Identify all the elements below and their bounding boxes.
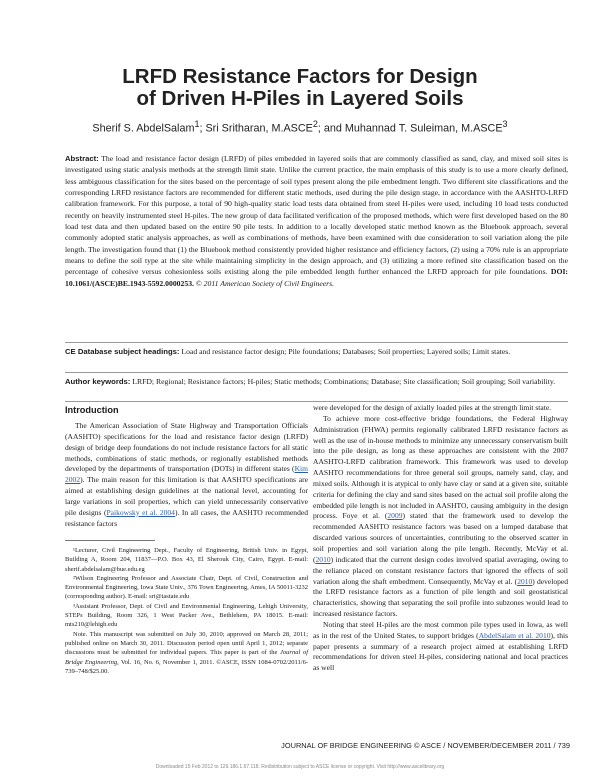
author-1: Sherif S. AbdelSalam xyxy=(92,122,195,135)
download-notice: Downloaded 15 Feb 2012 to 129.186.1.67.118. Redistribution subject to ASCE license or copyright. Visit http://www.ascelibrary.org xyxy=(155,764,445,770)
citation-link[interactable]: 2010 xyxy=(315,554,331,564)
title-line-1: LRFD Resistance Factors for Design xyxy=(122,65,478,88)
text-run: ) developed the LRFD resistance factors as a function of pile length and soil geostatistical characteristics, showing that separating the soil profile into subzones would lead to increased resistance factors. xyxy=(313,576,568,619)
journal-footer: JOURNAL OF BRIDGE ENGINEERING © ASCE / NOVEMBER/DECEMBER 2011 / 739 xyxy=(281,741,570,750)
author-1-affil: 1 xyxy=(194,119,200,129)
author-2: ; Sri Sritharan, M.ASCE xyxy=(199,122,313,135)
footnote-1: ¹Lecturer, Civil Engineering Dept., Faculty of Engineering, British Univ. in Egypt, Building A, Room 204, 11837—P.O. Box 43, El Sherouk City, Cairo, Egypt. E-mail: sherif.abdelsalam@bue.edu.eg xyxy=(65,547,308,573)
text-run: Note. This manuscript was submitted on July 30, 2010; approved on March 28, 2011; published online on March 30, 2011. Discussion period open until April 1, 2012; separate discussions must be submitted for individual papers. This paper is part of the xyxy=(65,630,308,657)
footnote-3: ³Assistant Professor, Dept. of Civil and Environmental Engineering, Lehigh University, STEPs Building, Room 326, 1 West Packer Ave., Bethlehem, PA 18015. E-mail: mts210@lehigh.edu xyxy=(65,602,308,629)
divider xyxy=(65,342,568,343)
ce-subject-headings xyxy=(65,346,568,357)
author-3: ; and Muhannad T. Suleiman, M.ASCE xyxy=(317,122,503,135)
footnote-note xyxy=(65,630,308,676)
doi-link[interactable]: DOI: 10.1061/(ASCE)BE.1943-5592.0000253. xyxy=(65,267,568,288)
left-column xyxy=(65,421,308,529)
text-run: ) stated that the framework used to develop the recommended AASHTO resistance factors was based on a lumped database that discarded various sources of uncertainties, contributing to the observed scatter in soil properties and soil variation along the pile length. Recently, McVay et al. ( xyxy=(313,511,568,564)
author-list xyxy=(0,119,600,135)
footnote-2: ²Wilson Engineering Professor and Associate Chair, Dept. of Civil, Construction and Environmental Engineering, Iowa State Univ., 376 Town Engineering, Ames, IA 50011-3232 (corresponding author). E-mail: sri@iastate.edu xyxy=(65,574,308,601)
ce-headings-text: Load and resistance factor design; Pile foundations; Databases; Soil properties; Layered soils; Limit states. xyxy=(181,347,511,356)
paragraph: were developed for the design of axially loaded piles at the strength limit state. xyxy=(313,403,552,412)
text-run: , Vol. 16, No. 6, November 1, 2011. ©ASCE, ISSN 1084-0702/2011/6-739–748/$25.00. xyxy=(65,658,309,675)
footnote-rule xyxy=(65,540,155,541)
paragraph xyxy=(313,414,568,620)
ce-headings-label: CE Database subject headings: xyxy=(65,347,180,356)
author-3-affil: 3 xyxy=(502,119,508,129)
citation-link[interactable]: AbdelSalam et al. 2010 xyxy=(478,630,551,640)
citation-link[interactable]: 2010 xyxy=(517,576,533,586)
text-run: ), this paper presents a summary of a research project aimed at establishing LRFD recommendations for driven steel H-piles, considering national and local practices as well xyxy=(313,630,569,673)
copyright: © 2011 American Society of Civil Engineers. xyxy=(195,278,335,288)
paper-title xyxy=(0,66,600,110)
author-keywords xyxy=(65,376,568,387)
text-run: Noting that steel H-piles are the most common pile types used in Iowa, as well as in the rest of the United States, to support bridges ( xyxy=(313,619,568,640)
citation-link[interactable]: Kim 2002 xyxy=(65,464,308,485)
keywords-text: LRFD; Regional; Resistance factors; H-piles; Static methods; Combinations; Database; Site classification; Soil grouping; Soil variability. xyxy=(132,377,556,386)
divider xyxy=(65,372,568,373)
text-run: ). In all cases, the AASHTO recommended resistance factors xyxy=(65,507,308,528)
paragraph xyxy=(65,421,308,529)
citation-link[interactable]: 2009 xyxy=(387,511,403,521)
title-line-2: of Driven H-Piles in Layered Soils xyxy=(136,87,464,110)
author-2-affil: 2 xyxy=(312,119,318,129)
abstract-text: The load and resistance factor design (LRFD) of piles embedded in layered soils that are commonly classified as sand, clay, and mixed soil sites is investigated using static analysis methods at the strength limit state. Unlike the current practice, the main emphasis of this study is to use a more clearly defined, less ambiguous classification for the sites based on the percentage of soil types present along the pile embedment length. Two different site classifications and the corresponding LRFD resistance factors are recommended for different static methods, used during the pile design stage, in accordance with the AASHTO-LRFD calibration framework. For this purpose, a total of 90 high-quality static load tests data obtained from steel H-piles were used, including 10 load tests conducted recently on heavily instrumented steel H-piles. The new group of data facilitated verification of the proposed methods, which were first developed based on the 80 load test data and then updated based on the entire 90 pile tests. In addition to a locally developed static method known as the Bluebook approach, several commonly adopted static analysis approaches, as well as combinations of methods, have been examined with due consideration to soil variation along the pile length. The investigation found that (1) the Bluebook method consistently provided higher resistance and efficiency factors, (2) using a 70% rule is an appropriate means to define the soil type at the site while maintaining simplicity in the design approach, and (3) utilizing a more refined site classification based on the percentage of cohesive versus cohesionless soils existing along the pile embedded length further enhanced the LRFD approach for pile foundations. xyxy=(65,154,568,277)
section-heading-introduction: Introduction xyxy=(65,405,119,415)
abstract-label: Abstract: xyxy=(65,154,99,163)
text-run: To achieve more cost-effective bridge foundations, the Federal Highway Administration (FHWA) permits regionally calibrated LRFD resistance factors as well as the use of in-house methods to minimize any unnecessary conservatism built into the pile design, as long as these approaches are consistent with the 2007 AASHTO-LRFD calibration framework. This framework was used to develop AASHTO recommendations for three general soil groups, namely sand, clay, and mixed soils. Although it is atypical to only have clay or sand at a given site, suitable criteria for defining the clay and sand sites based on the actual soil profile along the embedded pile length is not included in AASHTO, causing ambiguity in the design process. Foye et al. ( xyxy=(313,413,568,521)
text-run: ) indicated that the current design codes involved spatial averaging, owing to the reliance placed on constant resistance factors that ignored the effects of soil variation along the shaft embedment. Consequently, McVay et al. ( xyxy=(313,554,568,586)
footnotes xyxy=(65,546,308,676)
paragraph xyxy=(313,620,568,674)
text-run: The American Association of State Highway and Transportation Officials (AASHTO) specifications for the load and resistance factor design (LRFD) design of bridge deep foundations do not include resistance factors for all static methods, combinations of static methods, or regionally established methods developed by the departments of transportation (DOTs) in different states ( xyxy=(65,421,308,474)
citation-link[interactable]: Paikowsky et al. 2004 xyxy=(106,507,175,517)
abstract xyxy=(65,153,568,289)
right-column xyxy=(313,403,568,674)
journal-name: Journal of Bridge Engineering xyxy=(65,649,309,666)
divider xyxy=(65,401,568,402)
keywords-label: Author keywords: xyxy=(65,377,131,386)
text-run: ). The main reason for this limitation is that AASHTO specifications are aimed at establishing design guidelines at the national level, accounting for large variations in soil properties, which can yield unnecessarily conservative pile designs ( xyxy=(65,475,308,517)
